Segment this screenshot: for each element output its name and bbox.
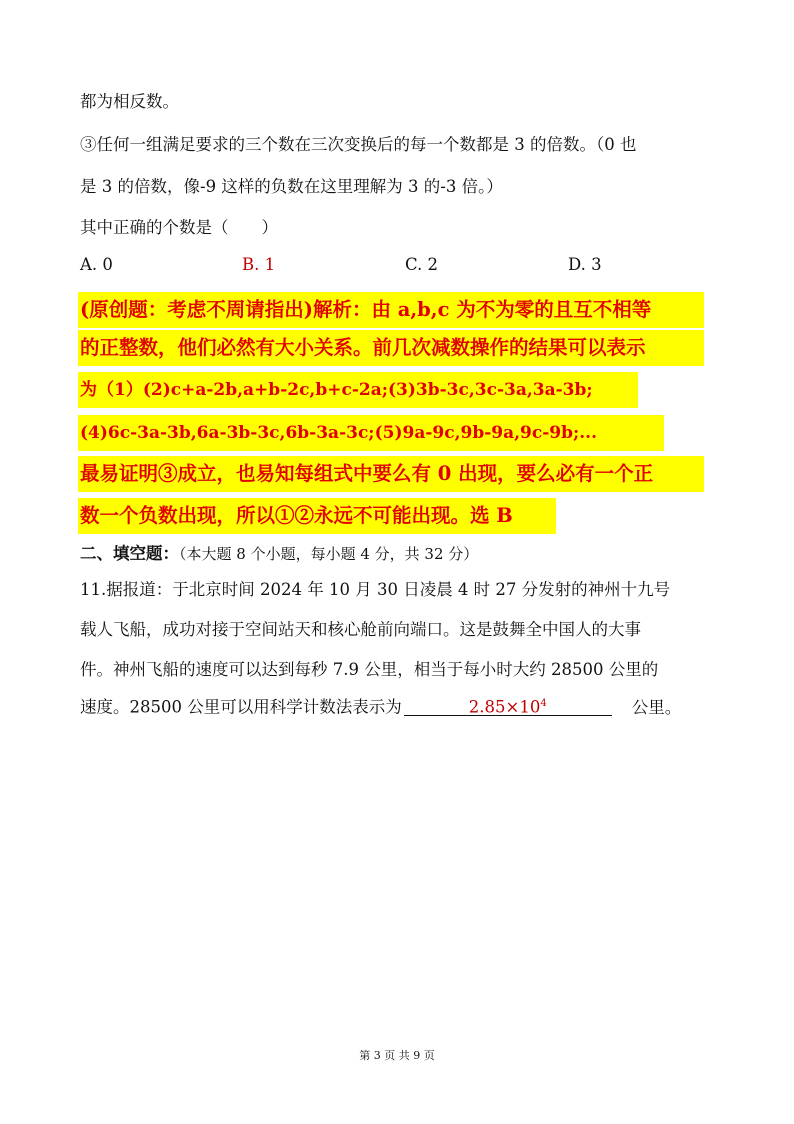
section-subtitle: （本大题 8 个小题，每小题 4 分，共 32 分）: [179, 545, 479, 563]
question-unit: 公里。: [631, 697, 682, 717]
answer-blank[interactable]: [404, 693, 612, 716]
section-title: 二、填空题：: [80, 544, 179, 563]
choice-c: C. 2: [405, 255, 439, 274]
section-heading: [80, 540, 478, 564]
question-last-prefix: 速度。28500 公里可以用科学计数法表示为: [80, 697, 402, 717]
choice-a: A. 0: [80, 255, 113, 274]
analysis-line-2: 的正整数，他们必然有大小关系。前几次减数操作的结果可以表示: [80, 336, 646, 359]
choice-b-correct: B. 1: [242, 255, 276, 274]
intro-line-3: 是 3 的倍数，像-9 这样的负数在这里理解为 3 的-3 倍。）: [80, 177, 503, 196]
intro-line-1: 都为相反数。: [80, 92, 179, 111]
question-line-2: 载人飞船，成功对接于空间站天和核心舱前向端口。这是鼓舞全中国人的大事: [80, 620, 641, 639]
question-prompt: 其中正确的个数是（ ）: [80, 218, 278, 237]
analysis-line-1: (原创题：考虑不周请指出)解析：由 a,b,c 为不为零的且互不相等: [80, 298, 652, 321]
answer-choices: [80, 255, 720, 279]
analysis-line-3: 为（1）(2)c+a-2b,a+b-2c,b+c-2a;(3)3b-3c,3c-3a,3a-3b;: [80, 380, 593, 400]
question-line-1: 11.据报道：于北京时间 2024 年 10 月 30 日凌晨 4 时 27 分发射的神州十九号: [80, 580, 671, 599]
choice-d: D. 3: [568, 255, 602, 274]
page-footer: 第 3 页 共 9 页: [359, 1049, 435, 1062]
analysis-line-4: (4)6c-3a-3b,6a-3b-3c,6b-3a-3c;(5)9a-9c,9b-9a,9c-9b;...: [80, 423, 598, 443]
answer-value: 2.85×10: [468, 697, 541, 717]
intro-line-2: ③任何一组满足要求的三个数在三次变换后的每一个数都是 3 的倍数。（0 也: [80, 135, 637, 154]
analysis-line-5: 最易证明③成立，也易知每组式中要么有 0 出现，要么必有一个正: [80, 462, 654, 485]
analysis-line-6: 数一个负数出现，所以①②永远不可能出现。选 B: [80, 504, 513, 527]
question-line-3: 件。神州飞船的速度可以达到每秒 7.9 公里，相当于每小时大约 28500 公里的: [80, 660, 659, 679]
question-line-4: [80, 693, 681, 718]
answer-exponent: 4: [540, 698, 547, 709]
